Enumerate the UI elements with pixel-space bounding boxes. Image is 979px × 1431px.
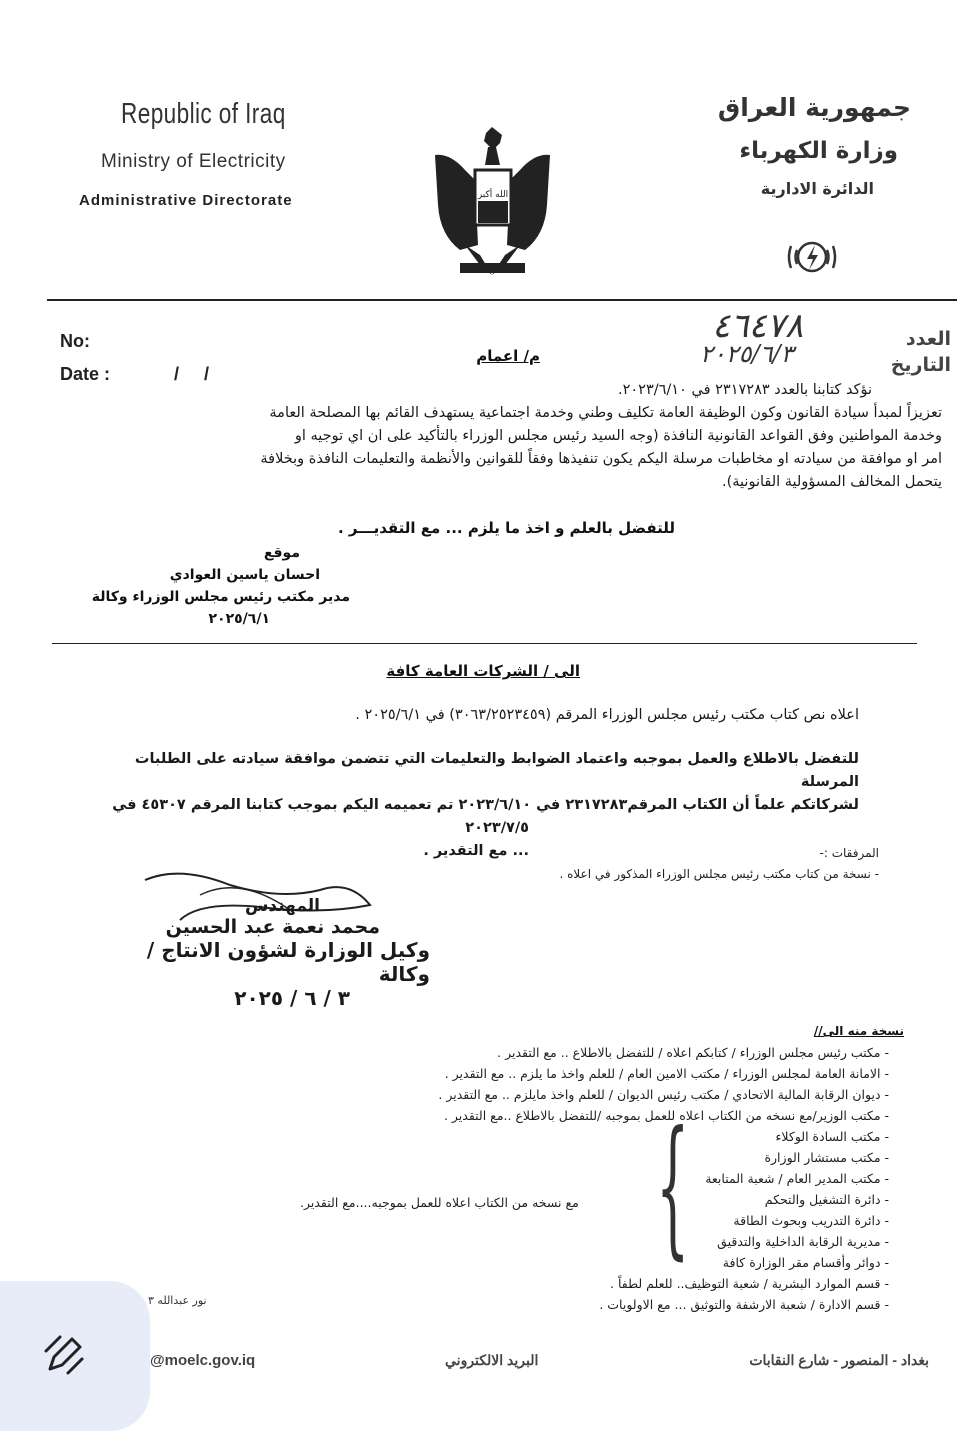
attachments-label: المرفقات :- [819, 846, 879, 860]
copy-item: - دائرة التدريب وبحوث الطاقة [733, 1213, 889, 1228]
letter2-line: ٢٠٢٣/٧/٥ [465, 820, 529, 836]
pen-edit-icon [40, 1331, 88, 1379]
signer2-title: وكيل الوزارة لشؤون الانتاج / وكالة [146, 938, 430, 986]
letter1-body [62, 379, 942, 494]
attachments-item: - نسخة من كتاب مكتب رئيس مجلس الوزراء المذكور في اعلاه . [559, 867, 879, 881]
letter1-signature [60, 542, 350, 630]
signer2-date: ٣ / ٦ / ٢٠٢٥ [234, 986, 350, 1010]
letter1-line: يتحمل المخالف المسؤولية القانونية). [722, 474, 942, 490]
copy-item: - مكتب الوزير/مع نسخه من الكتاب اعلاه للعمل بموجبه /للتفضل بالاطلاع ..مع التقدير . [443, 1108, 889, 1123]
emblem-seal-text: الله أكبر [477, 190, 509, 200]
arabic-country-name: جمهورية العراق [717, 93, 911, 122]
letter1-line: نؤكد كتابنا بالعدد ٢٣١٧٢٨٣ في ٢٠٢٣/٦/١٠. [617, 382, 872, 398]
iraq-emblem-logo [430, 125, 555, 280]
signer-title: مدير مكتب رئيس مجلس الوزراء وكالة [91, 589, 350, 605]
copy-item: - ديوان الرقابة المالية الاتحادي / مكتب رئيس الديوان / للعلم واخذ مايلزم .. مع التقدير . [438, 1087, 889, 1102]
footer-address: بغداد - المنصور - شارع النقابات [749, 1352, 929, 1368]
date-label-en: Date : [60, 364, 111, 384]
arabic-directorate-name: الدائرة الادارية [760, 179, 874, 198]
letter1-line: وخدمة المواطنين وفق القواعد القانونية النافذة (وجه السيد رئيس مجلس الوزراء بالتأكيد على ان اي توجيه او [294, 428, 942, 444]
footer-email-label: البريد الالكتروني [445, 1352, 539, 1368]
letter2-line: للتفضل بالاطلاع والعمل بموجبه واعتماد الضوابط والتعليمات التي تتضمن موافقة سيادته على الطلبات المرسلة [134, 751, 859, 790]
copy-item: - قسم الموارد البشرية / شعبة التوظيف.. للعلم لطفاً . [610, 1276, 889, 1291]
signer-date: ٢٠٢٥/٦/١ [208, 611, 270, 627]
letter-divider [52, 643, 917, 644]
signer-name: احسان ياسين العوادي [169, 567, 320, 583]
letter1-line: امر او موافقة من سيادته او مخاطبات مرسلة اليكم يكون تنفيذها وفقاً للقوانين والأنظمة والتعليمات النافذة وبخلافة [260, 451, 942, 467]
copies-label: نسخة منه الى// [813, 1024, 904, 1038]
signer2-eng: المهندس [244, 896, 320, 916]
number-label-ar: العدد [905, 328, 951, 350]
header-divider [47, 299, 957, 301]
copy-item: - مكتب السادة الوكلاء [775, 1129, 889, 1144]
electricity-logo-icon [783, 228, 841, 286]
signed-label: موقع [263, 545, 300, 561]
english-directorate-name: Administrative Directorate [79, 192, 293, 209]
copy-item: - دائرة التشغيل والتحكم [764, 1192, 889, 1207]
handwritten-date: ٢٠٢٥/٦/٣ [700, 340, 794, 368]
letter1-line: تعزيزاً لمبدأ سيادة القانون وكون الوظيفة العامة تكليف وطني وخدمة اجتماعية يستهدف القائم بها المصلحة العامة [269, 405, 942, 421]
copy-item: - مكتب مستشار الوزارة [764, 1150, 889, 1165]
number-label-en: No: [60, 331, 90, 351]
signer2-name: محمد نعمة عبد الحسين [165, 916, 380, 938]
signature2-block [110, 896, 430, 1010]
letter1-closing: للتفضل بالعلم و اخذ ما يلزم ... مع التقديـــر . [337, 519, 675, 537]
copy-item: - دوائر وأقسام مقر الوزارة كافة [722, 1255, 889, 1270]
handwritten-number: ٤٦٤٧٨ [712, 306, 804, 346]
typist-initials: نور عبدالله ٣ [148, 1294, 207, 1307]
english-country-name: Republic of Iraq [121, 98, 286, 130]
edit-fab[interactable] [0, 1281, 150, 1431]
footer-email: @moelc.gov.iq [150, 1352, 256, 1369]
letter2-intro: اعلاه نص كتاب مكتب رئيس مجلس الوزراء المرقم (٣٠٦٣/٢٥٢٣٤٥٩) في ٢٠٢٥/٦/١ . [355, 707, 859, 723]
copy-item: - الامانة العامة لمجلس الوزراء / مكتب الامين العام / للعلم واخذ ما يلزم .. مع التقدير . [444, 1066, 889, 1081]
group-note: مع نسخه من الكتاب اعلاه للعمل بموجبه....مع التقدير. [300, 1195, 579, 1210]
copy-item: - مديرية الرقابة الداخلية والتدقيق [717, 1234, 889, 1249]
date-placeholder-slashes: / / [174, 364, 210, 384]
copy-item: - مكتب رئيس مجلس الوزراء / كتابكم اعلاه / للتفضل بالاطلاع .. مع التقدير . [497, 1045, 889, 1060]
copy-item: - قسم الادارة / شعبة الارشفة والتوثيق ... مع الاولويات . [599, 1297, 889, 1312]
date-label-ar: التاريخ [890, 354, 951, 376]
letter2-line: ... مع التقدير . [423, 843, 529, 859]
arabic-ministry-name: وزارة الكهرباء [739, 138, 898, 164]
copy-item: - مكتب المدير العام / شعبة المتابعة [705, 1171, 889, 1186]
letter2-recipient: الى / الشركات العامة كافة [386, 662, 580, 680]
group-brace: { [656, 1100, 690, 1274]
subject-line: م/ اعمام [476, 347, 540, 365]
letter2-body [99, 748, 859, 863]
english-ministry-name: Ministry of Electricity [101, 151, 286, 172]
letter2-line: لشركاتكم علماً أن الكتاب المرقم٢٣١٧٢٨٣ في ٢٠٢٣/٦/١٠ تم تعميمه اليكم بموجب كتابنا المرقم ٤٥٣٠٧ في [112, 797, 859, 813]
